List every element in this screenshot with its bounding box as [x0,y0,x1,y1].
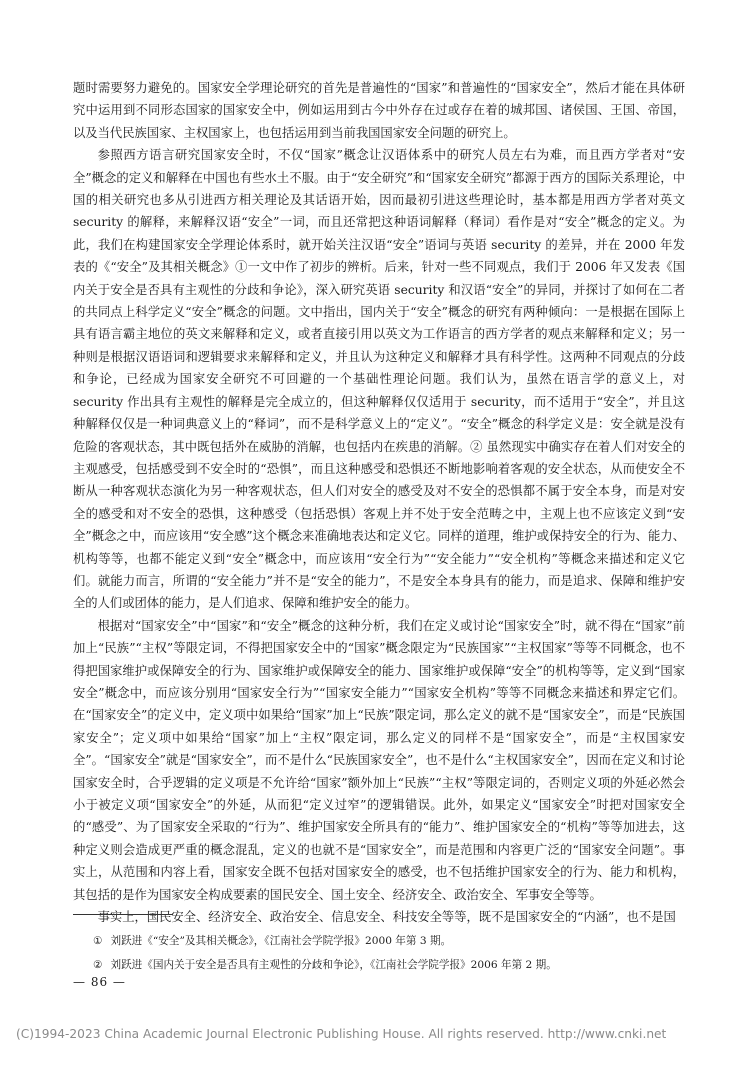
footnote-text: 刘跃进《“安全”及其相关概念》，《江南社会学院学报》2000 年第 3 期。 [110,935,452,947]
paragraph-2: 参照西方语言研究国家安全时，不仅“国家”概念让汉语体系中的研究人员左右为难，而且西方学者对“安全”概念的定义和解释在中国也有些水土不服。由于“安全研究”和“国家安全研究”都源于西方的国际关系理论，中国的相关研究也多从引进西方相关理论及其话语开始，因而最初引进这些理论时，基本都是用西方学者对英文 security 的解释，来解释汉语“安全”一词，而且还常把这种语词解释（释词）看作是对“安全”概念的定义。为此，我们在构建国家安全学理论体系时，就开始关注汉语“安全”语词与英语 security 的差异，并在 2000 年发表的《“安全”及其相关概念》①一文中作了初步的辨析。后来，针对一些不同观点，我们于 2006 年又发表《国内关于安全是否具有主观性的分歧和争论》，深入研究英语 security 和汉语“安全”的异同，并探讨了如何在二者的共同点上科学定义“安全”概念的问题。文中指出，国内关于“安全”概念的研究有两种倾向：一是根据在国际上具有语言霸主地位的英文来解释和定义，或者直接引用以英文为工作语言的西方学者的观点来解释和定义；另一种则是根据汉语语词和逻辑要求来解释和定义，并且认为这种定义和解释才具有科学性。这两种不同观点的分歧和争论，已经成为国家安全研究不可回避的一个基础性理论问题。我们认为，虽然在语言学的意义上，对 security 作出具有主观性的解释是完全成立的，但这种解释仅仅适用于 security，而不适用于“安全”，并且这种解释仅仅是一种词典意义上的“释词”，而不是科学意义上的“定义”。“安全”概念的科学定义是：安全就是没有危险的客观状态，其中既包括外在威胁的消解，也包括内在疾患的消解。② 虽然现实中确实存在着人们对安全的主观感受，包括感受到不安全时的“恐惧”，而且这种感受和恐惧还不断地影响着客观的安全状态，从而使安全不断从一种客观状态演化为另一种客观状态，但人们对安全的感受及对不安全的恐惧都不属于安全本身，而是对安全的感受和对不安全的恐惧，这种感受（包括恐惧）客观上并不处于安全范畴之中，主观上也不应该定义到“安全”概念之中，而应该用“安全感”这个概念来准确地表达和定义它。同样的道理，维护或保持安全的行为、能力、机构等等，也都不能定义到“安全”概念中，而应该用“安全行为”“安全能力”“安全机构”等概念来描述和定义它们。就能力而言，所谓的“安全能力”并不是“安全的能力”，不是安全本身具有的能力，而是追求、保障和维护安全的人们或团体的能力，是人们追求、保障和维护安全的能力。 [73,148,685,611]
page-number: — 86 — [73,975,126,989]
footnote-mark: ① [93,935,103,947]
footnote-2 [73,956,685,974]
paragraph-1: 题时需要努力避免的。国家安全学理论研究的首先是普遍性的“国家”和普遍性的“国家安全”，然后才能在具体研究中运用到不同形态国家的国家安全中，例如运用到古今中外存在过或存在着的城邦国、诸侯国、王国、帝国，以及当代民族国家、主权国家上，也包括运用到当前我国国家安全问题的研究上。 [73,81,685,140]
copyright-notice: (C)1994-2023 China Academic Journal Electronic Publishing House. All rights reserved. http://www.cnki.net [16,1027,667,1041]
footnote-1 [73,932,685,950]
paragraph-4: 事实上，国民安全、经济安全、政治安全、信息安全、科技安全等等，既不是国家安全的“内涵”，也不是国 [97,910,676,925]
footnote-divider [73,914,173,915]
footnote-text: 刘跃进《国内关于安全是否具有主观性的分歧和争论》，《江南社会学院学报》2006 年第 2 期。 [110,959,557,971]
article-body [73,77,685,928]
footnotes [73,932,685,980]
footnote-mark: ② [93,959,103,971]
paragraph-3: 根据对“国家安全”中“国家”和“安全”概念的这种分析，我们在定义或讨论“国家安全”时，就不得在“国家”前加上“民族”“主权”等限定词，不得把国家安全中的“国家”概念限定为“民族国家”“主权国家”等等不同概念，也不得把国家维护或保障安全的行为、国家维护或保障安全的能力、国家维护或保障“安全”的机构等等，定义到“国家安全”概念中，而应该分别用“国家安全行为”“国家安全能力”“国家安全机构”等等不同概念来描述和界定它们。在“国家安全”的定义中，定义项中如果给“国家”加上“民族”限定词，那么定义的就不是“国家安全”，而是“民族国家安全”；定义项中如果给“国家”加上“主权”限定词，那么定义的同样不是“国家安全”，而是“主权国家安全”。“国家安全”就是“国家安全”，而不是什么“民族国家安全”，也不是什么“主权国家安全”，因而在定义和讨论国家安全时，合乎逻辑的定义项是不允许给“国家”额外加上“民族”“主权”等限定词的，否则定义项的外延必然会小于被定义项“国家安全”的外延，从而犯“定义过窄”的逻辑错误。此外，如果定义“国家安全”时把对国家安全的“感受”、为了国家安全采取的“行为”、维护国家安全所具有的“能力”、维护国家安全的“机构”等等加进去，这种定义则会造成更严重的概念混乱，定义的也就不是“国家安全”，而是范围和内容更广泛的“国家安全问题”。事实上，从范围和内容上看，国家安全既不包括对国家安全的感受，也不包括维护国家安全的行为、能力和机构，其包括的是作为国家安全构成要素的国民安全、国土安全、经济安全、政治安全、军事安全等等。 [73,618,685,902]
